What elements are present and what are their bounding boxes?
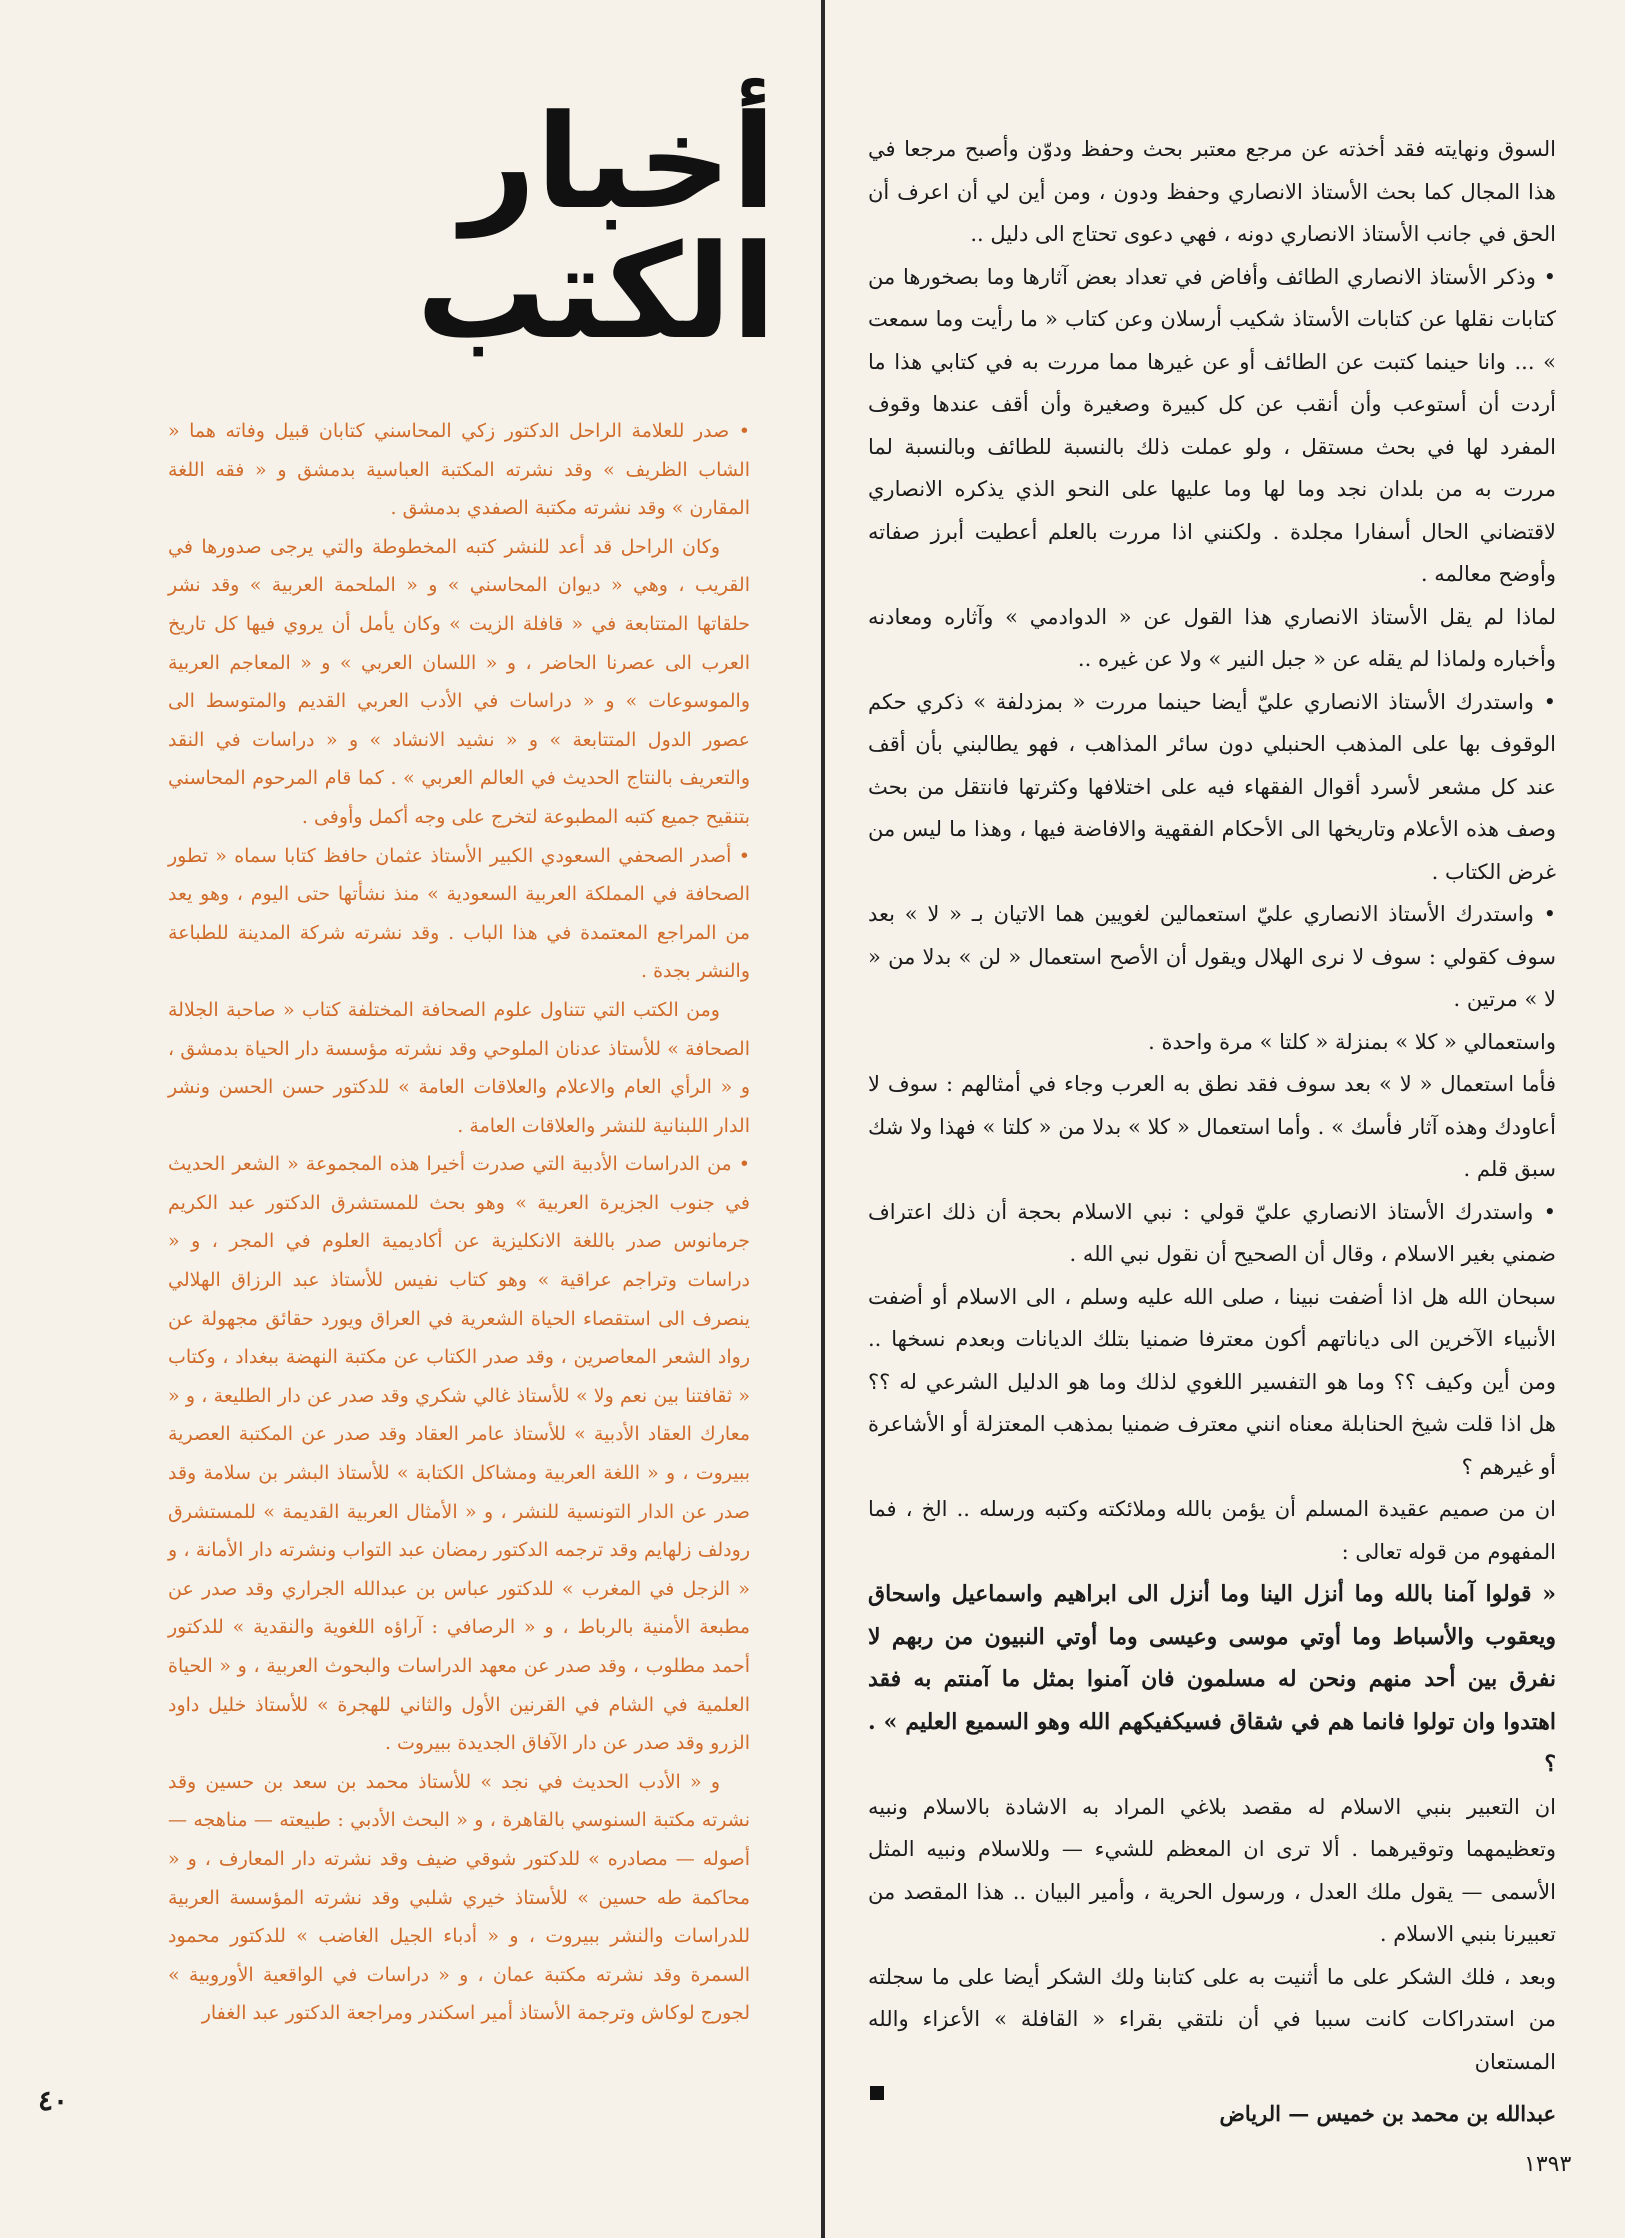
heading-text: أخبار الكتب bbox=[416, 86, 776, 368]
article-paragraph: فأما استعمال « لا » بعد سوف فقد نطق به العرب وجاء في أمثالهم : سوف لا أعاودك وهذه آثار فأسك » . وأما استعمال « كلا » بدلا من « كلتا » فهذا ولا شك سبق قلم . bbox=[868, 1072, 1556, 1181]
article-paragraph: السوق ونهايته فقد أخذته عن مرجع معتبر بحث وحفظ ودوّن وأصبح مرجعا في هذا المجال كما بحث الأستاذ الانصاري وحفظ ودون ، ومن أين لي أن اعرف أن الحق في جانب الأستاذ الانصاري دونه ، فهي دعوى تحتاج الى دليل .. bbox=[868, 137, 1556, 246]
book-news-column bbox=[168, 412, 750, 2033]
article-paragraph: ان التعبير بنبي الاسلام له مقصد بلاغي المراد به الاشادة بالاسلام ونبيه وتعظيمهما وتوقيرهما . ألا ترى ان المعظم للشيء — وللاسلام ونبيه المثل الأسمى — يقول ملك العدل ، ورسول الحرية ، وأمير البيان .. هذا المقصد من تعبيرنا بنبي الاسلام . bbox=[868, 1794, 1556, 1946]
article-paragraph: ان من صميم عقيدة المسلم أن يؤمن بالله وملائكته وكتبه ورسله .. الخ ، فما المفهوم من قوله تعالى : bbox=[868, 1497, 1556, 1564]
book-news-paragraph: • صدر للعلامة الراحل الدكتور زكي المحاسني كتابان قبيل وفاته هما « الشاب الظريف » وقد نشرته المكتبة العباسية بدمشق و « فقه اللغة المقارن » وقد نشرته مكتبة الصفدي بدمشق . bbox=[168, 420, 750, 520]
book-news-paragraph: و « الأدب الحديث في نجد » للأستاذ محمد بن سعد بن حسين وقد نشرته مكتبة السنوسي بالقاهرة ، و « البحث الأدبي : طبيعته — مناهجه — أصوله — مصادره » للدكتور شوقي ضيف وقد نشرته دار المعارف ، و « محاكمة طه حسين » للأستاذ خيري شلبي وقد نشرته المؤسسة العربية للدراسات والنشر ببيروت ، و « أدباء الجيل الغاضب » للدكتور محمود السمرة وقد نشرته مكتبة عمان ، و « دراسات في الواقعية الأوروبية » لجورج لوكاش وترجمة الأستاذ أمير اسكندر ومراجعة الدكتور عبد الغفار bbox=[168, 1770, 750, 2025]
book-news-paragraph: • أصدر الصحفي السعودي الكبير الأستاذ عثمان حافظ كتابا سماه « تطور الصحافة في المملكة العربية السعودية » منذ نشأتها حتى اليوم ، وهو يعد من المراجع المعتمدة في هذا الباب . وقد نشرته شركة المدينة للطباعة والنشر بجدة . bbox=[168, 844, 750, 983]
article-paragraph: • وذكر الأستاذ الانصاري الطائف وأفاض في تعداد بعض آثارها وما بصخورها من كتابات نقلها عن كتابات الأستاذ شكيب أرسلان وعن كتاب « ما رأيت وما سمعت » ... وانا حينما كتبت عن الطائف أو عن غيرها مما مررت به في كتابي هذا ما أردت أن أستوعب وأن أنقب عن كل كبيرة وصغيرة وأن أقف عندها وقوف المفرد لها في بحث مستقل ، ولو عملت ذلك بالنسبة للطائف وبالنسبة لما مررت به من بلدان نجد وما لها وما عليها على النحو الذي يذكره الانصاري لاقتضاني الحال أسفارا مجلدة . ولكنني اذا مررت بالعلم أعطيت أبرز صفاته وأوضح معالمه . bbox=[868, 264, 1556, 586]
article-paragraph: سبحان الله هل اذا أضفت نبينا ، صلى الله عليه وسلم ، الى الاسلام أو أضفت الأنبياء الآخرين الى دياناتهم أكون معترفا ضمنيا بتلك الديانات وبعدم نسخها .. ومن أين وكيف ؟؟ وما هو التفسير اللغوي لذلك وما هو الدليل الشرعي له ؟؟ هل اذا قلت شيخ الحنابلة معناه انني معترف ضمنيا بمذهب المعتزلة أو الأشاعرة أو غيرهم ؟ bbox=[868, 1284, 1556, 1479]
page-number: ٤٠ bbox=[38, 2084, 69, 2117]
book-news-paragraph: وكان الراحل قد أعد للنشر كتبه المخطوطة والتي يرجى صدورها في القريب ، وهي « ديوان المحاسني » و « الملحمة العربية » وقد نشر حلقاتها المتتابعة في « قافلة الزيت » وكان يأمل أن يروي فيها كل تاريخ العرب الى عصرنا الحاضر ، و « اللسان العربي » و « المعاجم العربية والموسوعات » و « دراسات في الأدب العربي القديم والمتوسط الى عصور الدول المتتابعة » و « نشيد الانشاد » و « دراسات في النقد والتعريف بالنتاج الحديث في العالم العربي » . كما قام المرحوم المحاسني بتنقيح جميع كتبه المطبوعة لتخرج على وجه أكمل وأوفى . bbox=[168, 535, 750, 828]
article-paragraph: لماذا لم يقل الأستاذ الانصاري هذا القول عن « الدوادمي » وآثاره ومعادنه وأخباره ولماذا لم يقله عن « جبل النير » ولا عن غيره .. bbox=[868, 604, 1556, 671]
article-paragraph: واستعمالي « كلا » بمنزلة « كلتا » مرة واحدة . bbox=[1148, 1029, 1556, 1054]
quran-quote: « قولوا آمنا بالله وما أنزل الينا وما أنزل الى ابراهيم واسماعيل واسحاق ويعقوب والأسباط وما أوتي موسى وعيسى وما أوتي النبيون من ربهم لا نفرق بين أحد منهم ونحن له مسلمون فان آمنوا بمثل ما آمنتم به فقد اهتدوا وان تولوا فانما هم في شقاق فسيكفيكهم الله وهو السميع العليم » . ؟ bbox=[868, 1581, 1556, 1777]
article-paragraph: • واستدرك الأستاذ الانصاري عليّ استعمالين لغويين هما الاتيان بـ « لا » بعد سوف كقولي : سوف لا نرى الهلال ويقول أن الأصح استعمال « لن » بدلا من « لا » مرتين . bbox=[868, 902, 1556, 1011]
author-signature: عبدالله بن محمد بن خميس — الرياض bbox=[1219, 2101, 1556, 2126]
article-paragraph: • واستدرك الأستاذ الانصاري عليّ قولي : نبي الاسلام بحجة أن ذلك اعتراف ضمني بغير الاسلام ، وقال أن الصحيح أن نقول نبي الله . bbox=[868, 1199, 1556, 1266]
book-news-paragraph: ومن الكتب التي تتناول علوم الصحافة المختلفة كتاب « صاحبة الجلالة الصحافة » للأستاذ عدنان الملوحي وقد نشرته مؤسسة دار الحياة بدمشق ، و « الرأي العام والاعلام والعلاقات العامة » للدكتور حسن الحسن ونشر الدار اللبنانية للنشر والعلاقات العامة . bbox=[168, 998, 750, 1137]
article-paragraph: • واستدرك الأستاذ الانصاري عليّ أيضا حينما مررت « بمزدلفة » ذكري حكم الوقوف بها على المذهب الحنبلي دون سائر المذاهب ، فهو يطالبني بأن أقف عند كل مشعر لأسرد أقوال الفقهاء فيه على اختلافها وكثرتها فانتقل من بحث وصف هذه الأعلام وتاريخها الى الأحكام الفقهية والافاضة فيها ، وهذا ما ليس من غرض الكتاب . bbox=[868, 689, 1556, 884]
section-heading bbox=[168, 86, 776, 368]
end-square-icon bbox=[870, 2086, 884, 2100]
book-news-paragraph: • من الدراسات الأدبية التي صدرت أخيرا هذه المجموعة « الشعر الحديث في جنوب الجزيرة العربية » وهو بحث للمستشرق الدكتور عبد الكريم جرمانوس صدر باللغة الانكليزية عن أكاديمية العلوم في المجر ، و « دراسات وتراجم عراقية » وهو كتاب نفيس للأستاذ عبد الرزاق الهلالي ينصرف الى استقصاء الحياة الشعرية في العراق ويورد حقائق مجهولة عن رواد الشعر المعاصرين ، وقد صدر الكتاب عن مكتبة النهضة ببغداد ، وكتاب « ثقافتنا بين نعم ولا » للأستاذ غالي شكري وقد صدر عن دار الطليعة ، و « معارك العقاد الأدبية » للأستاذ عامر العقاد وقد صدر عن المكتبة العصرية ببيروت ، و « اللغة العربية ومشاكل الكتابة » للأستاذ البشر بن سلامة وقد صدر عن الدار التونسية للنشر ، و « الأمثال العربية القديمة » للمستشرق رودلف زلهايم وقد ترجمه الدكتور رمضان عبد التواب ونشرته دار الأمانة ، و « الزجل في المغرب » للدكتور عباس بن عبدالله الجراري وقد صدر عن مطبعة الأمنية بالرباط ، و « الرصافي : آراؤه اللغوية والنقدية » للدكتور أحمد مطلوب ، وقد صدر عن معهد الدراسات والبحوث العربية ، و « الحياة العلمية في الشام في القرنين الأول والثاني للهجرة » للأستاذ خليل داود الزرو وقد صدر عن دار الآفاق الجديدة ببيروت . bbox=[168, 1153, 750, 1755]
column-divider bbox=[821, 0, 825, 2238]
article-paragraph: وبعد ، فلك الشكر على ما أثنيت به على كتابنا ولك الشكر أيضا على ما سجلته من استدراكات كانت سببا في أن نلتقي بقراء « القافلة » الأعزاء والله المستعان bbox=[868, 1964, 1556, 2074]
issue-year: ١٣٩٣ bbox=[1524, 2152, 1572, 2177]
article-column bbox=[868, 128, 1556, 2136]
